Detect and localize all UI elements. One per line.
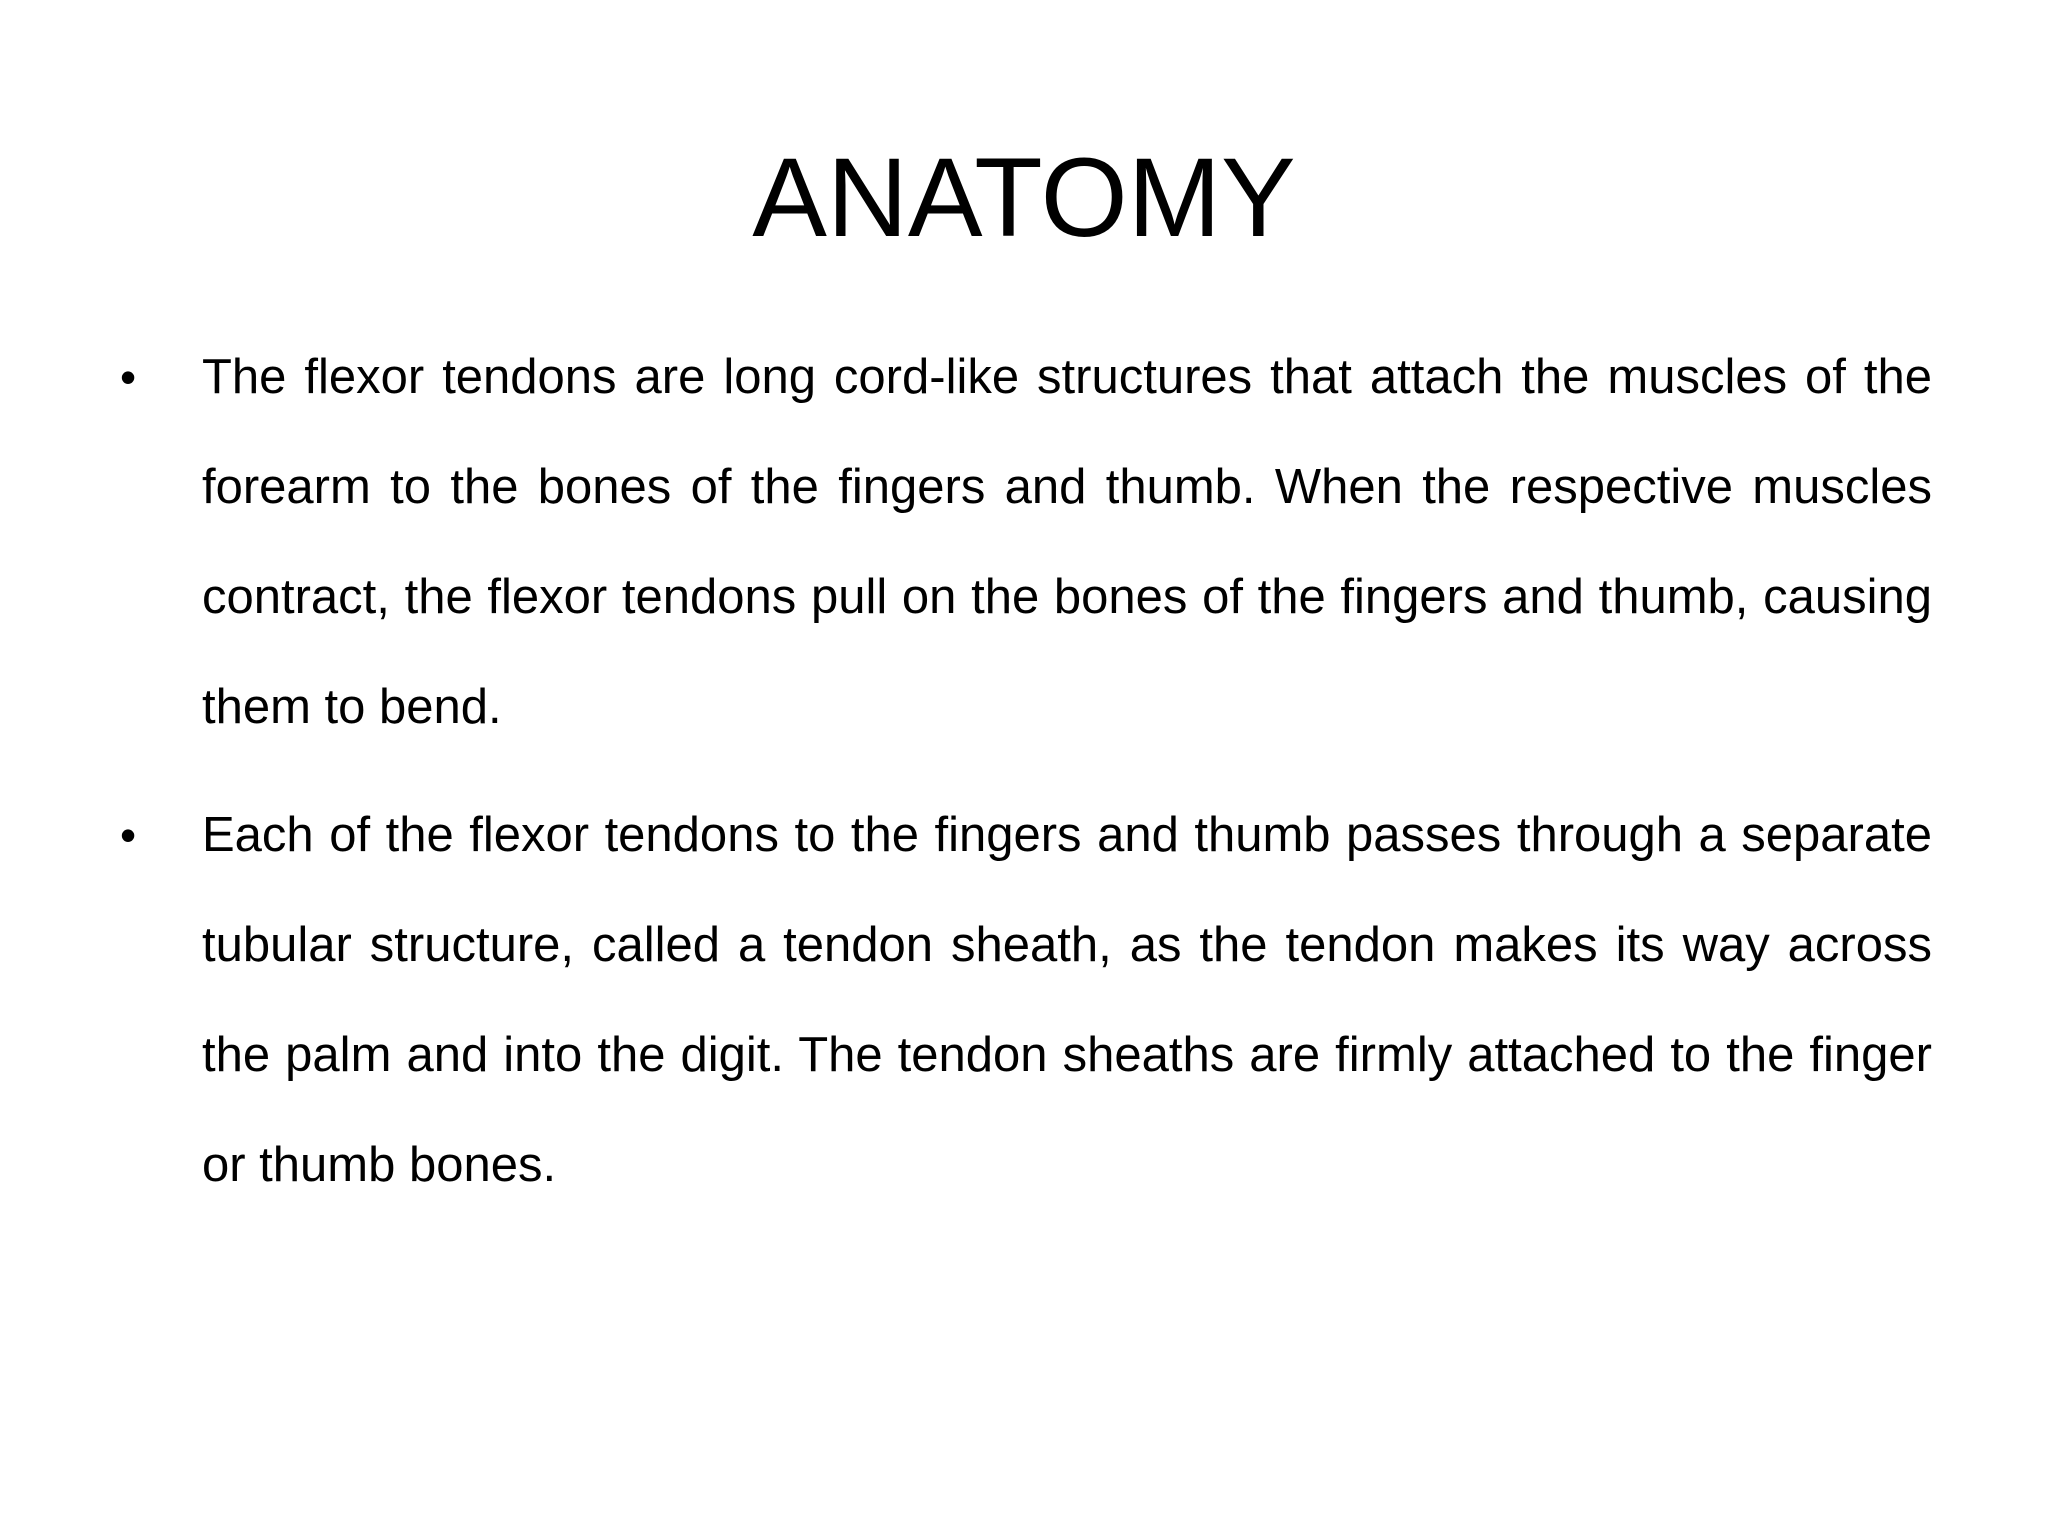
bullet-item [120, 780, 1932, 1220]
bullet-marker: • [120, 809, 137, 861]
slide-title: ANATOMY [752, 135, 1296, 260]
bullet-marker: • [120, 351, 137, 403]
bullet-list [120, 322, 1932, 1238]
bullet-item [120, 322, 1932, 762]
bullet-text: Each of the flexor tendons to the fingers and thumb passes through a separate tubular structure, called a tendon sheath, as the tendon makes its way across the palm and into the digit. The tendon sheaths are firmly attached to the finger or thumb bones. [202, 808, 1932, 1192]
bullet-text: The flexor tendons are long cord-like structures that attach the muscles of the forearm to the bones of the fingers and thumb. When the respective muscles contract, the flexor tendons pull on the bones of the fingers and thumb, causing them to bend. [202, 350, 1932, 734]
